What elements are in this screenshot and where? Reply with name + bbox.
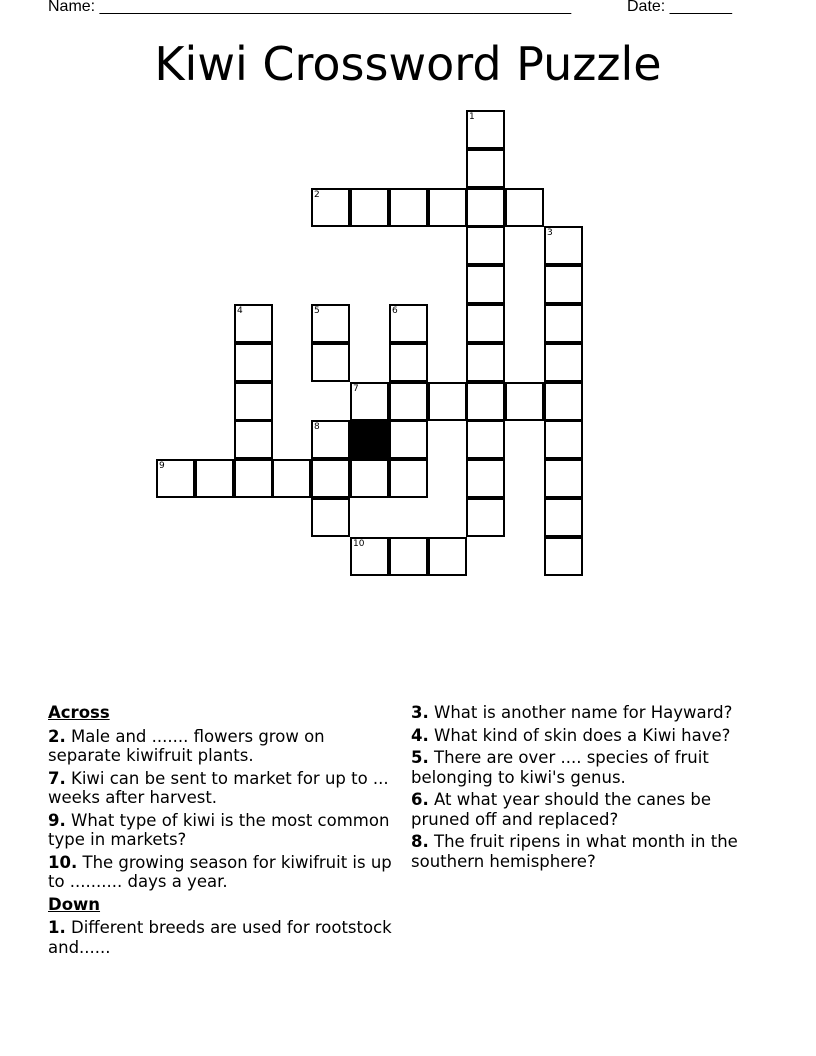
clue-text: Different breeds are used for rootstock and...... (48, 918, 392, 957)
clue-number: 10. (48, 852, 78, 872)
crossword-cell[interactable] (544, 343, 583, 382)
crossword-cell[interactable] (466, 382, 505, 421)
clue-down-4 (411, 726, 761, 746)
crossword-cell[interactable] (466, 304, 505, 343)
clue-number: 7. (48, 768, 66, 788)
clue-down-1 (48, 918, 398, 957)
crossword-cell[interactable] (544, 304, 583, 343)
crossword-cell[interactable] (505, 188, 544, 227)
crossword-cell[interactable] (505, 382, 544, 421)
crossword-cell[interactable] (466, 343, 505, 382)
clue-number: 6. (411, 790, 429, 809)
clue-number: 8. (411, 832, 429, 851)
crossword-cell[interactable] (311, 459, 350, 498)
crossword-cell[interactable] (311, 343, 350, 382)
crossword-cell[interactable] (466, 226, 505, 265)
clue-text: There are over .... species of fruit belonging to kiwi's genus. (411, 748, 709, 787)
crossword-cell-3[interactable] (544, 226, 583, 265)
clue-text: What is another name for Hayward? (434, 703, 733, 722)
crossword-cell[interactable] (389, 382, 428, 421)
clue-across-9 (48, 811, 398, 850)
clue-text: Kiwi can be sent to market for up to ... weeks after harvest. (48, 768, 389, 807)
clue-number-label: 5 (314, 306, 320, 316)
page-title: Kiwi Crossword Puzzle (154, 37, 662, 91)
crossword-cell-9[interactable] (156, 459, 195, 498)
crossword-cell[interactable] (234, 382, 273, 421)
clue-text: At what year should the canes be pruned off and replaced? (411, 790, 712, 829)
crossword-cell[interactable] (389, 459, 428, 498)
clue-number-label: 3 (547, 228, 553, 238)
crossword-cell[interactable] (544, 459, 583, 498)
clue-number-label: 9 (159, 461, 165, 471)
crossword-cell[interactable] (234, 420, 273, 459)
crossword-cell-4[interactable] (234, 304, 273, 343)
crossword-cell-7[interactable] (350, 382, 389, 421)
clue-number-label: 8 (314, 422, 320, 432)
clue-number-label: 10 (353, 539, 365, 549)
clue-number-label: 1 (469, 112, 475, 122)
crossword-cell[interactable] (350, 188, 389, 227)
crossword-cell-10[interactable] (350, 537, 389, 576)
date-blank[interactable]: _______ (669, 0, 732, 15)
crossword-cell[interactable] (544, 537, 583, 576)
crossword-cell[interactable] (428, 188, 467, 227)
clue-number: 5. (411, 748, 429, 767)
clue-down-5 (411, 748, 761, 787)
crossword-cell-8[interactable] (311, 420, 350, 459)
crossword-cell-6[interactable] (389, 304, 428, 343)
crossword-cell[interactable] (544, 498, 583, 537)
clue-number: 1. (48, 918, 66, 937)
crossword-cell[interactable] (544, 382, 583, 421)
crossword-cell-1[interactable] (466, 110, 505, 149)
clue-across-7 (48, 769, 398, 808)
crossword-cell[interactable] (389, 537, 428, 576)
crossword-cell[interactable] (466, 459, 505, 498)
across-heading: Across (48, 703, 110, 722)
crossword-cell[interactable] (234, 459, 273, 498)
clue-number: 4. (411, 725, 429, 745)
crossword-cell[interactable] (544, 420, 583, 459)
crossword-cell[interactable] (466, 498, 505, 537)
crossword-cell[interactable] (428, 537, 467, 576)
crossword-cell[interactable] (272, 459, 311, 498)
crossword-cell[interactable] (466, 265, 505, 304)
crossword-cell[interactable] (350, 459, 389, 498)
crossword-black-cell (350, 420, 389, 459)
clue-number-label: 4 (237, 306, 243, 316)
clue-number-label: 7 (353, 384, 359, 394)
clue-text: Male and ....... flowers grow on separate kiwifruit plants. (48, 726, 325, 765)
clues-column-left (48, 703, 398, 960)
clues-column-right (411, 703, 761, 874)
clue-text: What type of kiwi is the most common type in markets? (48, 810, 390, 849)
clue-across-10 (48, 853, 398, 892)
clue-down-6 (411, 790, 761, 829)
crossword-cell[interactable] (466, 149, 505, 188)
clue-across-2 (48, 727, 398, 766)
clue-number-label: 2 (314, 190, 320, 200)
name-blank[interactable]: _____________________________________________________ (99, 0, 572, 15)
crossword-cell-5[interactable] (311, 304, 350, 343)
clue-text: The growing season for kiwifruit is up to .......... days a year. (48, 852, 392, 891)
crossword-cell[interactable] (466, 420, 505, 459)
crossword-cell[interactable] (544, 265, 583, 304)
crossword-cell[interactable] (311, 498, 350, 537)
crossword-cell[interactable] (389, 420, 428, 459)
date-label: Date: (627, 0, 666, 15)
clue-number: 9. (48, 810, 66, 830)
crossword-cell[interactable] (466, 188, 505, 227)
clue-down-8 (411, 832, 761, 871)
crossword-cell[interactable] (389, 188, 428, 227)
clue-text: The fruit ripens in what month in the southern hemisphere? (411, 832, 738, 871)
clue-number: 3. (411, 703, 429, 722)
name-label: Name: (48, 0, 96, 15)
crossword-cell[interactable] (195, 459, 234, 498)
clue-down-3 (411, 703, 761, 723)
clue-text: What kind of skin does a Kiwi have? (434, 725, 731, 745)
clue-number: 2. (48, 726, 66, 746)
crossword-cell[interactable] (428, 382, 467, 421)
down-heading: Down (48, 894, 101, 914)
crossword-cell[interactable] (234, 343, 273, 382)
clue-number-label: 6 (392, 306, 398, 316)
crossword-cell-2[interactable] (311, 188, 350, 227)
crossword-cell[interactable] (389, 343, 428, 382)
